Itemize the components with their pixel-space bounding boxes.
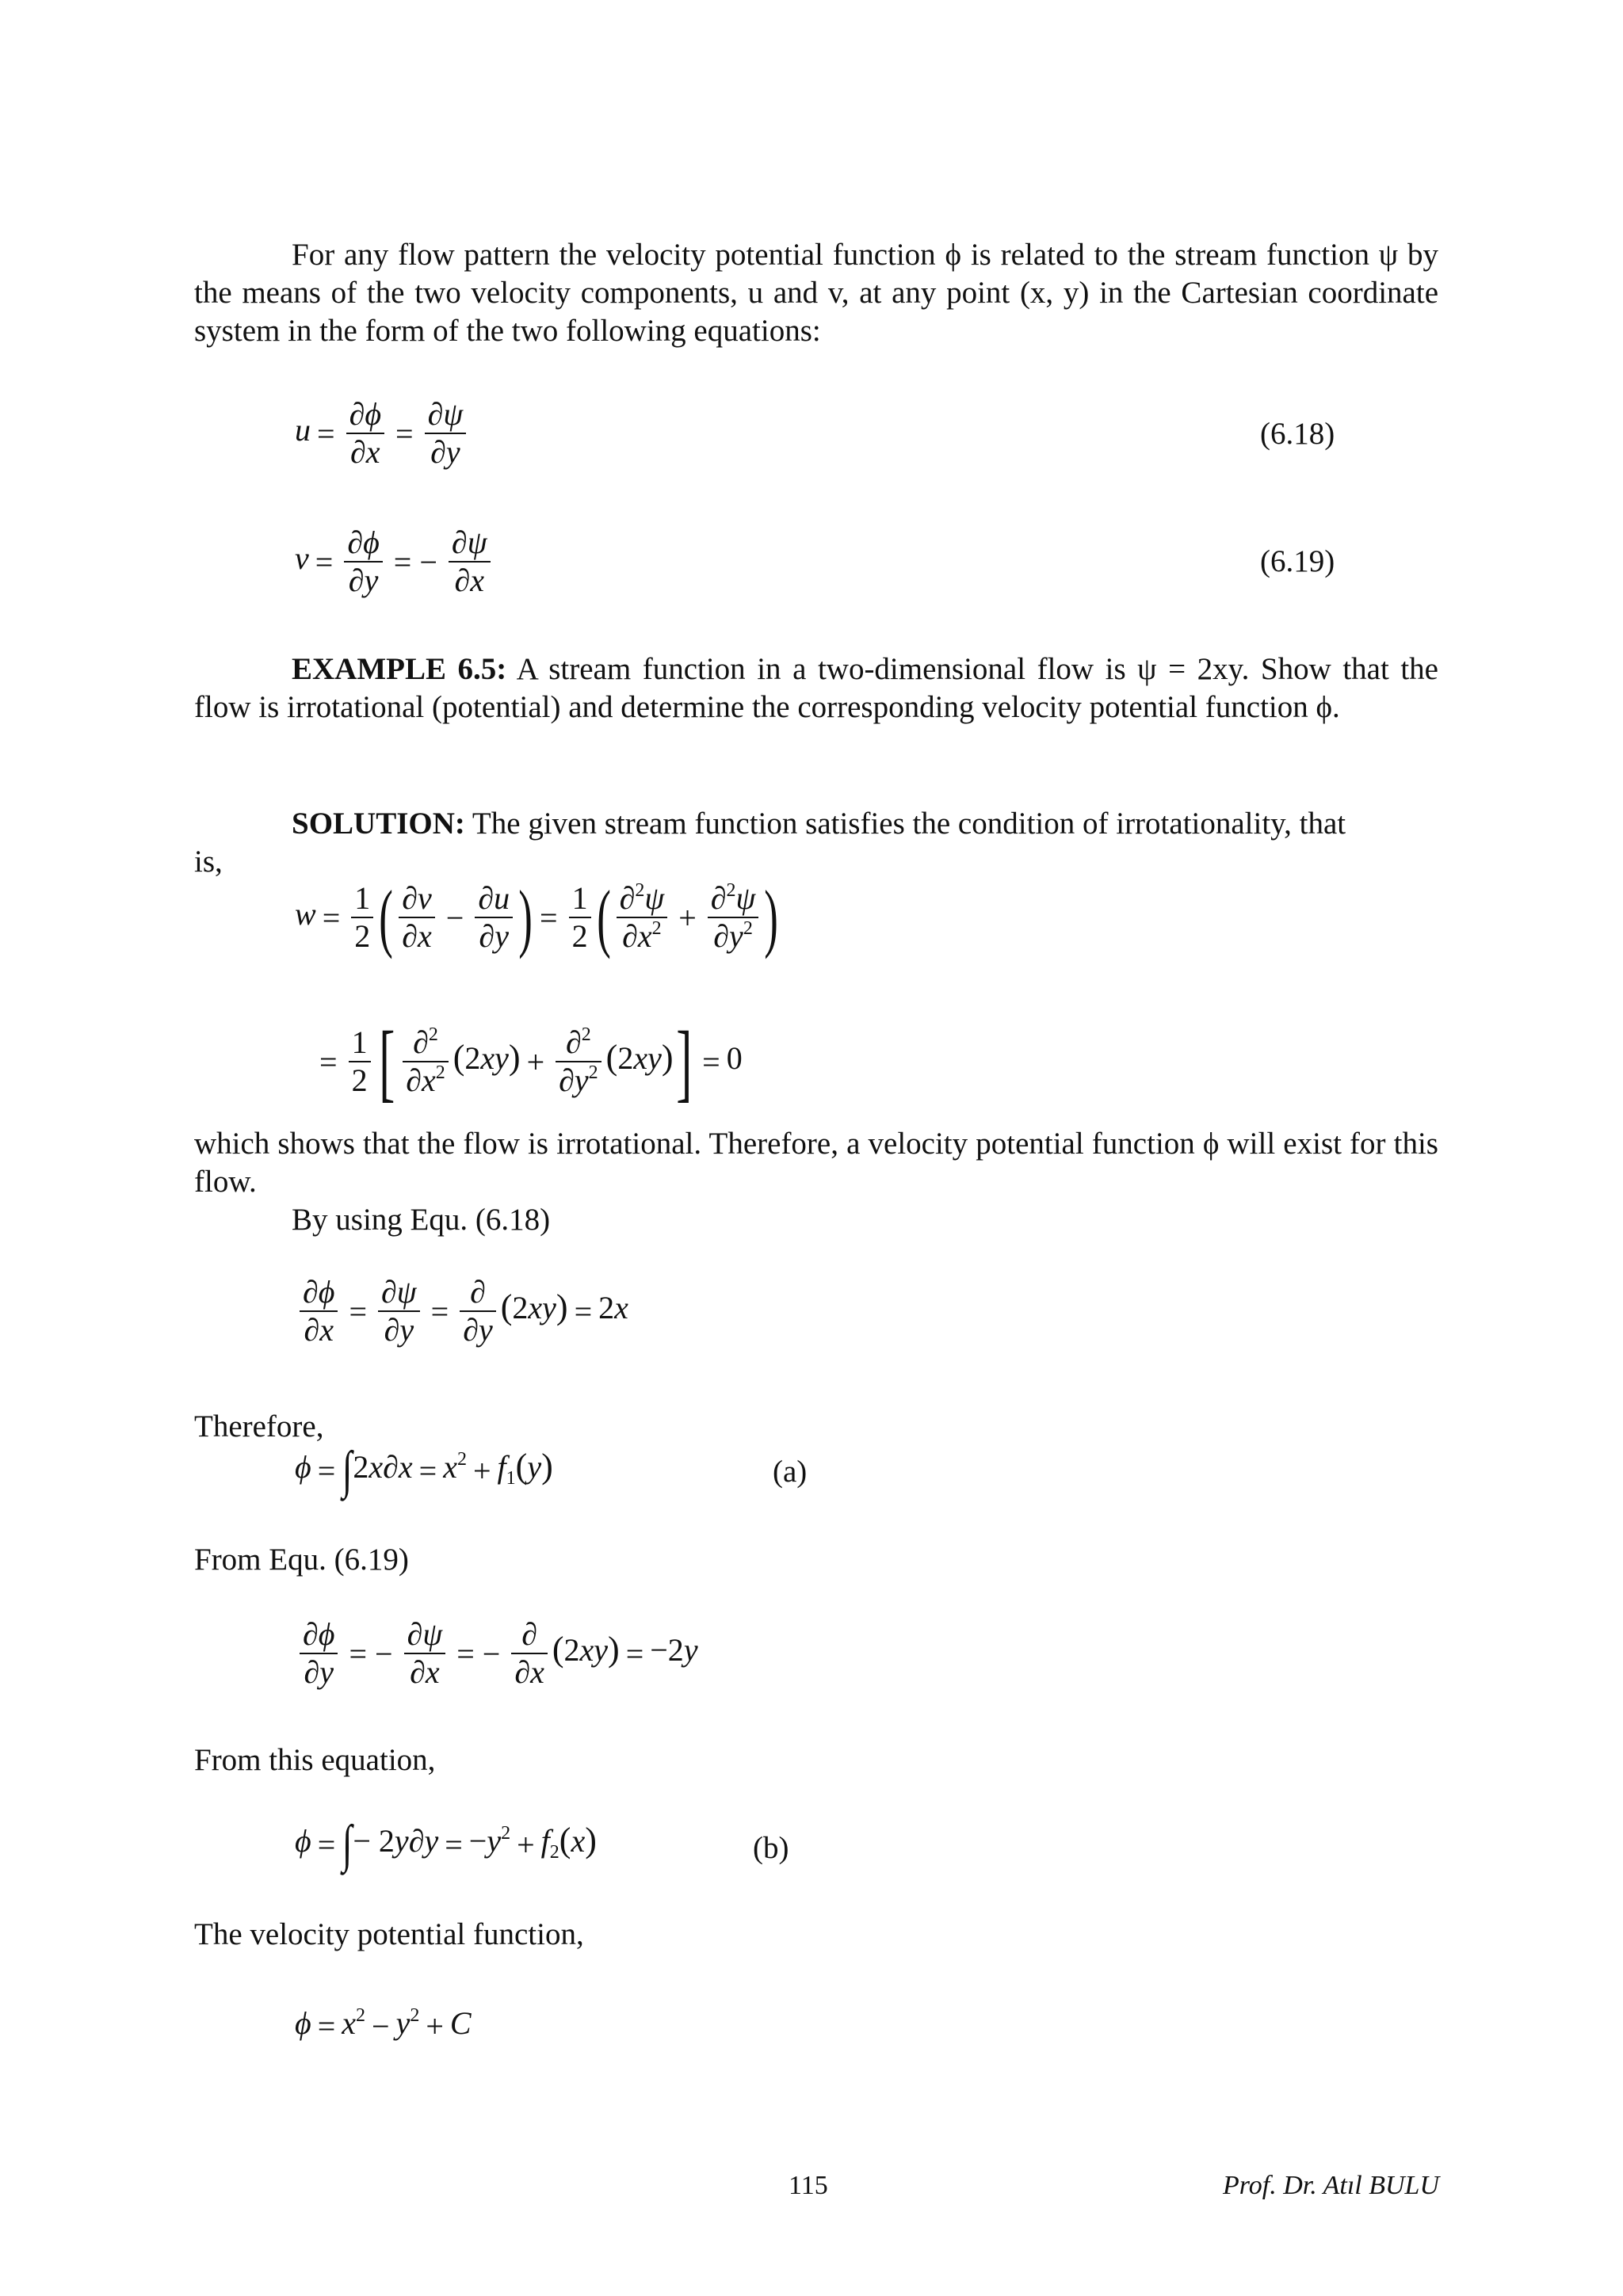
equation-number-6-18: (6.18) xyxy=(1260,417,1335,451)
footer-author: Prof. Dr. Atıl BULU xyxy=(1223,2171,1439,2200)
solution-text: The given stream function satisfies the condition of irrotationality, that xyxy=(464,807,1346,841)
from-6-19-text: From Equ. (6.19) xyxy=(194,1543,409,1577)
velocity-potential-text: The velocity potential function, xyxy=(194,1917,584,1951)
equation-phi-a: $\phi = \int 2x\partial x = x^2 + f_1(y)$ xyxy=(295,1441,553,1499)
equation-dphi-dy: $\frac{\partial\phi}{\partial y}$ = − $\frac{\partial\psi}{\partial x}$ = − $\frac{\partial}{\partial x}$ (2xy) = −2y xyxy=(295,1616,698,1691)
from-this-equation-text: From this equation, xyxy=(194,1743,436,1777)
equation-phi-b: ϕ = ∫− $2y\partial y = -y^2 + f_2(x)$ xyxy=(295,1815,597,1873)
intro-paragraph: For any flow pattern the velocity potential function ϕ is related to the stream function ψ by the means of the two velocity components, u and v, at any point (x, y) in the Cartesian coordinate system in the form of the two following equations: xyxy=(194,238,1438,348)
by-using-text: By using Equ. (6.18) xyxy=(292,1203,551,1237)
page-number: 115 xyxy=(789,2171,828,2200)
equation-6-19: v = $\frac{\partial\phi}{\partial y}$ = − $\frac{\partial\psi}{\partial x}$ xyxy=(295,524,495,599)
equation-dphi-dx: $\frac{\partial\phi}{\partial x}$ = $\frac{\partial\psi}{\partial y}$ = $\frac{\partial}{\partial y}$ (2xy) = 2x xyxy=(295,1274,628,1348)
example-text: A stream function in a two-dimensional flow is ψ = 2xy. Show that the flow is irrotational (potential) and determine the corresponding velocity potential function ϕ. xyxy=(194,652,1438,724)
solution-paragraph xyxy=(194,805,1438,843)
equation-phi-final: $\phi = x^2 - y^2 + C$ xyxy=(295,2005,472,2045)
solution-label: SOLUTION: xyxy=(292,807,465,841)
equation-number-a: (a) xyxy=(773,1455,808,1489)
equation-w-evaluated: = $\frac{1}{2}$ [ $\frac{\partial^2}{\partial x^2}$ (2xy) + $\frac{\partial^2}{\partial y^2}$ (2xy)] = 0 xyxy=(319,1013,743,1110)
therefore-text: Therefore, xyxy=(194,1409,324,1444)
is-text: is, xyxy=(194,845,223,879)
example-label: EXAMPLE 6.5: xyxy=(292,652,507,686)
example-paragraph xyxy=(194,650,1438,727)
equation-number-b: (b) xyxy=(753,1831,789,1865)
equation-w: w = $\frac{1}{2}$ ( $\frac{\partial v}{\partial x}$ − $\frac{\partial u}{\partial y}$ ) = $\frac{1}{2}$ ( $\frac{\partial^2\psi}{\partial x^2}$ + $\frac{\partial^2\psi}{\partial y^2}$ ) xyxy=(295,875,779,959)
irrotational-paragraph: which shows that the flow is irrotational. Therefore, a velocity potential function ϕ will exist for this flow. xyxy=(194,1127,1438,1199)
equation-6-18: u = $\frac{\partial\phi}{\partial x}$ = $\frac{\partial\psi}{\partial y}$ xyxy=(295,396,471,471)
equation-number-6-19: (6.19) xyxy=(1260,544,1335,578)
